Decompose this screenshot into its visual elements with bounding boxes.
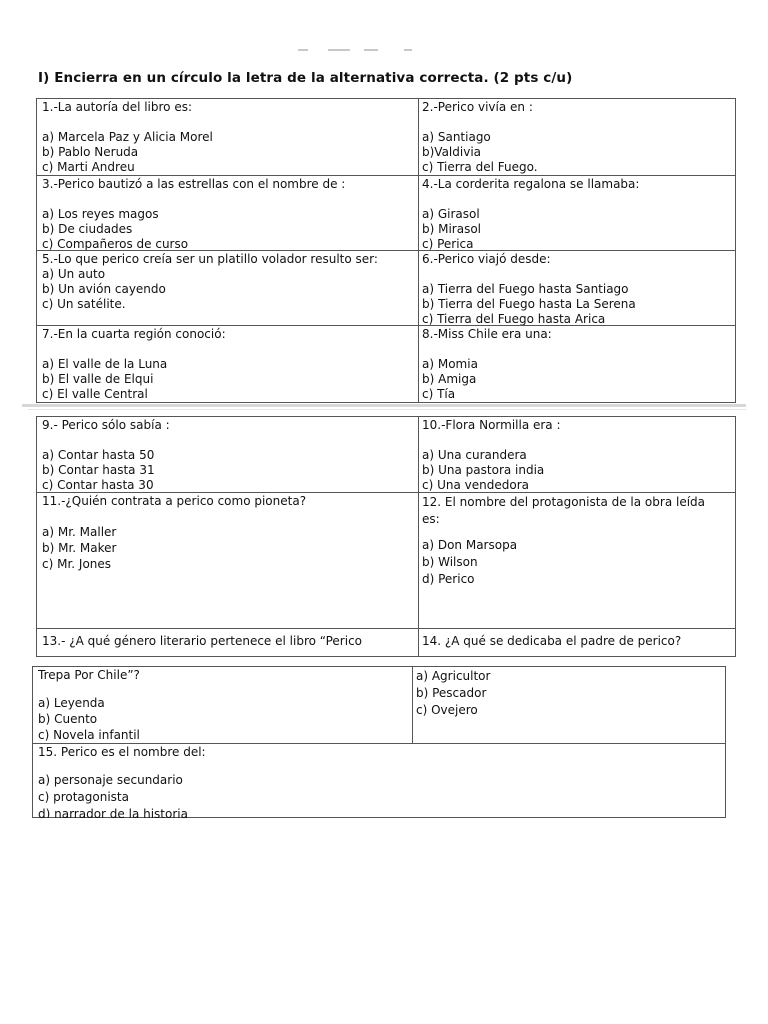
option-c[interactable]: c) Tía	[422, 387, 456, 401]
option-c[interactable]: c) Perica	[422, 237, 474, 250]
option-c[interactable]: c) Contar hasta 30	[42, 478, 154, 492]
question-13	[37, 629, 419, 657]
question-4	[417, 176, 735, 250]
question-text: 2.-Perico vivía en :	[422, 100, 533, 114]
question-text: 4.-La corderita regalona se llamaba:	[422, 177, 640, 191]
question-text: 12. El nombre del protagonista de la obra leída es:	[422, 495, 706, 526]
option-a[interactable]: a) Los reyes magos	[42, 207, 159, 221]
option-c[interactable]: c) Novela infantil	[38, 728, 140, 742]
question-15	[33, 744, 725, 818]
question-text: 6.-Perico viajó desde:	[422, 252, 551, 266]
option-b[interactable]: b) Cuento	[38, 712, 98, 726]
question-row	[37, 629, 735, 657]
question-text: 3.-Perico bautizó a las estrellas con el nombre de :	[42, 177, 346, 191]
question-2	[417, 99, 735, 175]
option-b[interactable]: b) El valle de Elqui	[42, 372, 154, 386]
question-row	[37, 251, 735, 326]
option-c[interactable]: c) Tierra del Fuego hasta Arica	[422, 312, 606, 325]
question-text: Trepa Por Chile”?	[38, 668, 140, 682]
option-a[interactable]: a) Una curandera	[422, 448, 527, 462]
option-c[interactable]: c) Una vendedora	[422, 478, 529, 492]
question-row	[37, 176, 735, 251]
question-text: 13.- ¿A qué género literario pertenece el libro “Perico	[42, 634, 363, 648]
question-5	[37, 251, 419, 325]
question-row	[33, 744, 725, 818]
option-a[interactable]: a) Don Marsopa	[422, 538, 518, 552]
option-c[interactable]: c) Marti Andreu	[42, 160, 135, 174]
question-13-continued	[33, 667, 413, 743]
option-c[interactable]: c) Ovejero	[416, 703, 478, 717]
option-a[interactable]: a) Marcela Paz y Alicia Morel	[42, 130, 213, 144]
option-a[interactable]: a) Contar hasta 50	[42, 448, 155, 462]
question-text: 1.-La autoría del libro es:	[42, 100, 193, 114]
option-b[interactable]: b) Mr. Maker	[42, 541, 117, 555]
option-a[interactable]: a) El valle de la Luna	[42, 357, 168, 371]
option-c[interactable]: c) Tierra del Fuego.	[422, 160, 538, 174]
question-row	[37, 326, 735, 403]
question-3	[37, 176, 419, 250]
question-14	[417, 629, 735, 657]
option-a[interactable]: a) Tierra del Fuego hasta Santiago	[422, 282, 629, 296]
question-7	[37, 326, 419, 403]
option-b[interactable]: b) Contar hasta 31	[42, 463, 155, 477]
option-a[interactable]: a) Leyenda	[38, 696, 105, 710]
question-text: 14. ¿A qué se dedicaba el padre de perico?	[422, 634, 682, 648]
option-c[interactable]: c) El valle Central	[42, 387, 148, 401]
option-a[interactable]: a) personaje secundario	[38, 773, 183, 787]
page-break-line	[22, 404, 746, 407]
page-break-line	[28, 409, 746, 410]
question-11	[37, 493, 419, 628]
questions-grid-page-2	[36, 416, 736, 657]
question-10	[417, 417, 735, 492]
questions-grid-page-1	[36, 98, 736, 403]
option-a[interactable]: a) Un auto	[42, 267, 106, 281]
question-text: 7.-En la cuarta región conoció:	[42, 327, 226, 341]
option-b[interactable]: b) De ciudades	[42, 222, 133, 236]
option-a[interactable]: a) Mr. Maller	[42, 525, 117, 539]
option-d[interactable]: d) Perico	[422, 572, 475, 586]
question-row	[37, 99, 735, 176]
option-b[interactable]: b) Una pastora india	[422, 463, 545, 477]
question-row	[33, 667, 725, 744]
question-text: 11.-¿Quién contrata a perico como pioneta?	[42, 494, 307, 508]
question-row	[37, 417, 735, 493]
option-b[interactable]: b) Mirasol	[422, 222, 482, 236]
question-text: 8.-Miss Chile era una:	[422, 327, 552, 341]
question-12	[417, 493, 735, 628]
option-c[interactable]: c) Un satélite.	[42, 297, 126, 311]
option-c[interactable]: c) Compañeros de curso	[42, 237, 189, 250]
question-14-continued	[411, 667, 725, 743]
option-b[interactable]: b) Un avión cayendo	[42, 282, 166, 296]
option-d[interactable]: d) narrador de la historia	[38, 807, 188, 818]
question-9	[37, 417, 419, 492]
question-text: 5.-Lo que perico creía ser un platillo volador resulto ser:	[42, 252, 378, 266]
questions-grid-page-3	[32, 666, 726, 818]
header-scraps	[292, 46, 424, 56]
question-6	[417, 251, 735, 325]
question-8	[417, 326, 735, 403]
option-a[interactable]: a) Momia	[422, 357, 478, 371]
question-text: 9.- Perico sólo sabía :	[42, 418, 170, 432]
option-b[interactable]: b) Pescador	[416, 686, 487, 700]
option-b[interactable]: b)Valdivia	[422, 145, 482, 159]
option-b[interactable]: b) Amiga	[422, 372, 477, 386]
option-b[interactable]: b) Tierra del Fuego hasta La Serena	[422, 297, 636, 311]
option-b[interactable]: b) Pablo Neruda	[42, 145, 139, 159]
option-a[interactable]: a) Santiago	[422, 130, 491, 144]
question-text: 15. Perico es el nombre del:	[38, 745, 206, 759]
option-c[interactable]: c) protagonista	[38, 790, 129, 804]
option-a[interactable]: a) Agricultor	[416, 669, 491, 683]
instruction-heading: I) Encierra en un círculo la letra de la alternativa correcta. (2 pts c/u)	[38, 70, 573, 86]
question-row	[37, 493, 735, 629]
option-b[interactable]: b) Wilson	[422, 555, 478, 569]
option-c[interactable]: c) Mr. Jones	[42, 557, 112, 571]
option-a[interactable]: a) Girasol	[422, 207, 480, 221]
question-text: 10.-Flora Normilla era :	[422, 418, 561, 432]
question-1	[37, 99, 419, 175]
